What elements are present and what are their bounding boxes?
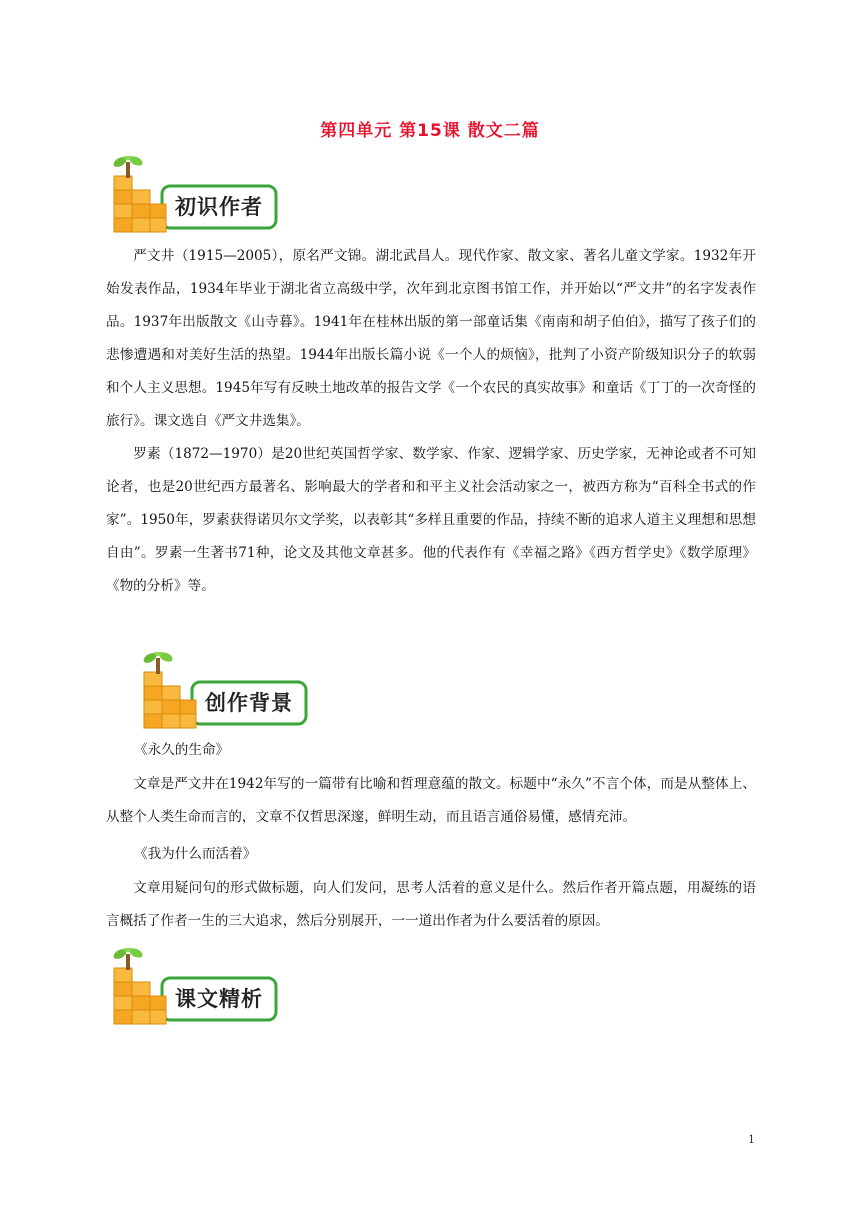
- paragraph-russell: 罗素（1872—1970）是20世纪英国哲学家、数学家、作家、逻辑学家、历史学家，无神论或者不可知论者，也是20世纪西方最著名、影响最大的学者和和平主义社会活动家之一，被西方称为“百科全书式的作家”。1950年，罗素获得诺贝尔文学奖，以表彰其“多样且重要的作品，持续不断的追求人道主义理想和思想自由”。罗素一生著书71种，论文及其他文章甚多。他的代表作有《幸福之路》《西方哲学史》《数学原理》《物的分析》等。: [106, 446, 756, 594]
- section-badge-label: 创作背景: [205, 691, 293, 715]
- section-badge-background: [134, 652, 314, 732]
- work-title: 《永久的生命》: [134, 742, 230, 758]
- background-text-1: [106, 768, 756, 834]
- paragraph-yan-wenjing: 严文井（1915—2005），原名严文锦。湖北武昌人。现代作家、散文家、著名儿童文学家。1932年开始发表作品，1934年毕业于湖北省立高级中学，次年到北京图书馆工作，并开始以“严文井”的名字发表作品。1937年出版散文《山寺暮》。1941年在桂林出版的第一部童话集《南南和胡子伯伯》，描写了孩子们的悲惨遭遇和对美好生活的热望。1944年出版长篇小说《一个人的烦恼》，批判了小资产阶级知识分子的软弱和个人主义思想。1945年写有反映土地改革的报告文学《一个农民的真实故事》和童话《丁丁的一次奇怪的旅行》。课文选自《严文井选集》。: [106, 248, 756, 429]
- section-badge-author: [104, 156, 284, 236]
- page-title: 第四单元 第15课 散文二篇: [320, 121, 540, 141]
- paragraph: 文章用疑问句的形式做标题，向人们发问，思考人活着的意义是什么。然后作者开篇点题，用凝练的语言概括了作者一生的三大追求，然后分别展开，一一道出作者为什么要活着的原因。: [106, 880, 756, 929]
- section-badge-analysis: [104, 948, 284, 1028]
- page-number: 1: [748, 1133, 755, 1146]
- work-title: 《我为什么而活着》: [134, 846, 257, 862]
- section-badge-label: 课文精析: [175, 987, 263, 1011]
- background-text-2: [106, 872, 756, 938]
- section-badge-label: 初识作者: [175, 195, 263, 219]
- author-intro: [106, 240, 756, 603]
- paragraph: 文章是严文井在1942年写的一篇带有比喻和哲理意蕴的散文。标题中“永久”不言个体，而是从整体上、从整个人类生命而言的，文章不仅哲思深邃，鲜明生动，而且语言通俗易懂，感情充沛。: [106, 776, 756, 825]
